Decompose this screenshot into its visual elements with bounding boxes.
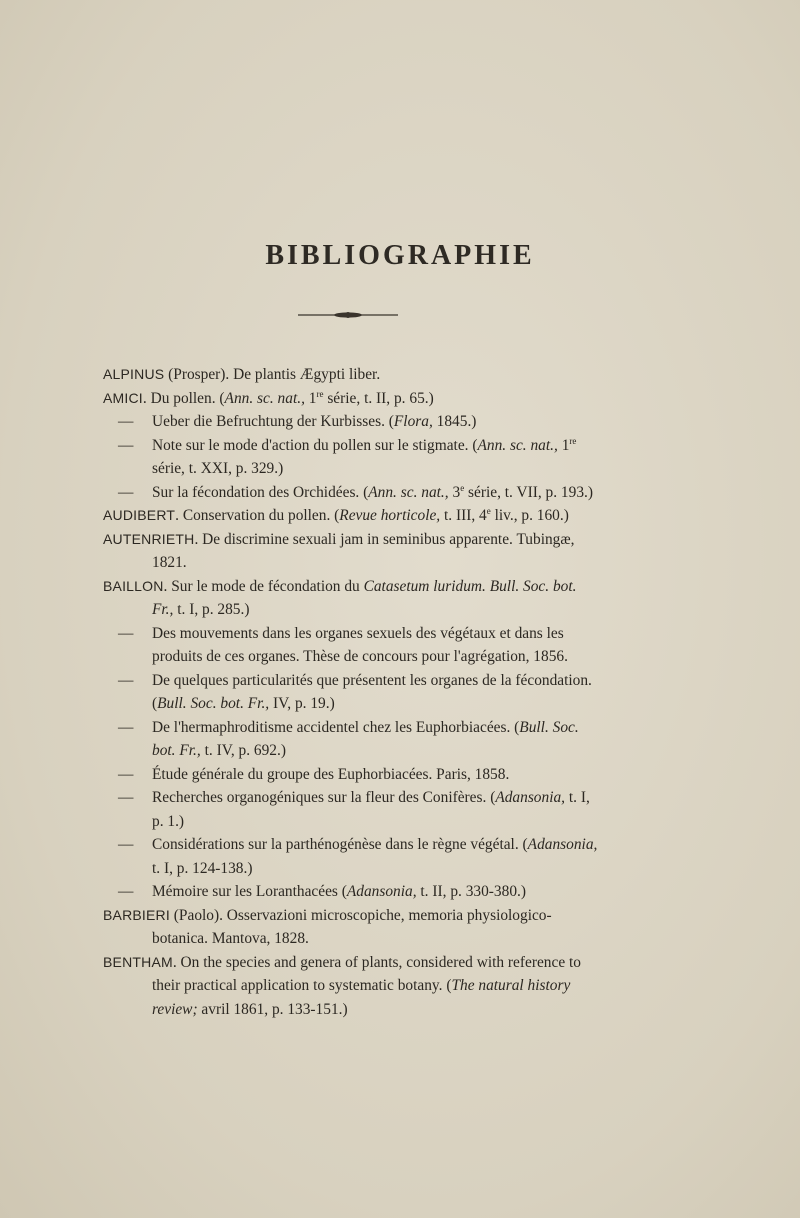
bibliography-entry [103,880,598,904]
entry-dash: — [118,718,134,736]
bibliography-entry [103,763,598,787]
entry-source-italic: Adansonia, [527,836,598,853]
bibliography-entry [103,363,598,387]
bibliography-entry [103,786,598,833]
entry-text-cont: t. I, p. 1.) [152,789,590,830]
bibliography-entry [103,504,598,528]
ornament-divider [298,308,398,322]
page-title: BIBLIOGRAPHIE [265,240,535,271]
entry-source-italic: Flora, [393,413,433,430]
entry-text: . On the species and genera of plants, considered with reference to their practical application to systematic botany. ( [152,953,581,994]
entry-source-italic: Adansonia, [495,789,566,806]
entry-source-italic: Catasetum luridum. Bull. Soc. bot. Fr., [152,577,577,618]
bibliography-entry [103,669,598,716]
entry-text: (Prosper). De plantis Ægypti liber. [164,366,381,383]
entry-text: . Du pollen. ( [142,389,225,407]
entry-text-cont: IV, p. 19.) [269,695,335,712]
entry-dash: — [118,436,134,454]
bibliography-entry [103,951,598,1022]
entry-source-italic: Revue horticole, [339,507,441,524]
entry-dash: — [118,789,134,806]
entry-text: . De discrimine sexuali jam in seminibus apparente. Tubingæ, 1821. [152,530,575,571]
bibliography-entry [103,716,598,763]
entry-superscript: e [460,482,465,493]
entry-author: AMICI [103,389,143,406]
bibliography-list [103,363,598,1021]
entry-source-italic: Ann. sc. nat., [368,483,449,501]
entry-text: De quelques particularités que présentent les organes de la fécondation. ( [152,671,592,712]
bibliography-entry [103,410,598,434]
entry-author: BARBIERI [103,906,170,923]
entry-dash: — [118,836,134,853]
entry-text-cont: t. IV, p. 692.) [200,742,286,759]
entry-superscript: re [316,388,324,399]
entry-source-italic: Bull. Soc. bot. Fr., [157,695,270,712]
entry-text-cont: t. I, p. 285.) [173,601,250,618]
entry-author: AUTENRIETH [103,530,195,547]
entry-text-cont: t. I, p. 124-138.) [152,859,253,877]
entry-text-cont: 1 [304,389,317,407]
entry-text-cont: 3 [448,483,461,501]
entry-source-italic: Ann. sc. nat., [224,389,305,407]
entry-text-cont: liv., p. 160.) [490,507,569,524]
entry-source-italic: Ann. sc. nat., [477,436,558,454]
bibliography-entry [103,622,598,669]
entry-author: BAILLON [103,577,164,594]
entry-text-cont: 1 [557,436,570,454]
entry-text: De l'hermaphroditisme accidentel chez les Euphorbiacées. ( [152,718,520,736]
entry-text-cont: 1845.) [432,413,477,430]
entry-text-cont: série, t. II, p. 65.) [323,389,434,407]
bibliography-entry [103,904,598,951]
entry-dash: — [118,765,134,783]
entry-text: Recherches organogéniques sur la fleur des Conifères. ( [152,789,496,806]
entry-superscript: e [486,505,491,516]
entry-text: Considérations sur la parthénogénèse dans le règne végétal. ( [152,836,528,853]
entry-text-cont: t. III, 4 [440,507,487,524]
bibliography-entry [103,481,598,505]
entry-text-cont: t. II, p. 330-380.) [416,883,526,900]
entry-dash: — [118,413,134,430]
entry-author: BENTHAM [103,953,173,970]
bibliography-entry [103,833,598,880]
entry-text: . Conservation du pollen. ( [175,507,340,524]
entry-source-italic: The natural history review; [152,977,571,1018]
entry-dash: — [118,624,134,642]
entry-source-italic: Adansonia, [346,883,417,900]
bibliography-entry [103,434,598,481]
entry-source-italic: Bull. Soc. bot. Fr., [152,718,579,759]
entry-text: Ueber die Befruchtung der Kurbisses. ( [152,413,394,430]
entry-text: . Sur le mode de fécondation du [163,577,364,595]
entry-text-cont: avril 1861, p. 133-151.) [197,1000,348,1018]
bibliography-entry [103,528,598,575]
entry-author: ALPINUS [103,366,165,382]
entry-text: (Paolo). Osservazioni microscopiche, memoria physiologico-botanica. Mantova, 1828. [152,906,552,947]
entry-text-cont: série, t. XXI, p. 329.) [152,460,284,477]
entry-dash: — [118,483,134,501]
entry-dash: — [118,883,134,900]
entry-text: Note sur le mode d'action du pollen sur le stigmate. ( [152,436,478,454]
bibliography-entry [103,575,598,622]
entry-text: Mémoire sur les Loranthacées ( [152,883,347,900]
entry-text: Étude générale du groupe des Euphorbiacées. Paris, 1858. [152,765,510,783]
entry-text: Des mouvements dans les organes sexuels des végétaux et dans les produits de ces organes. Thèse de concours pour l'agrégation, 1856. [152,624,568,665]
entry-text: Sur la fécondation des Orchidées. ( [152,483,369,501]
entry-dash: — [118,671,134,689]
entry-text-cont: série, t. VII, p. 193.) [464,483,593,501]
bibliography-entry [103,387,598,411]
entry-superscript: re [569,435,577,446]
entry-author: AUDIBERT [103,507,176,523]
